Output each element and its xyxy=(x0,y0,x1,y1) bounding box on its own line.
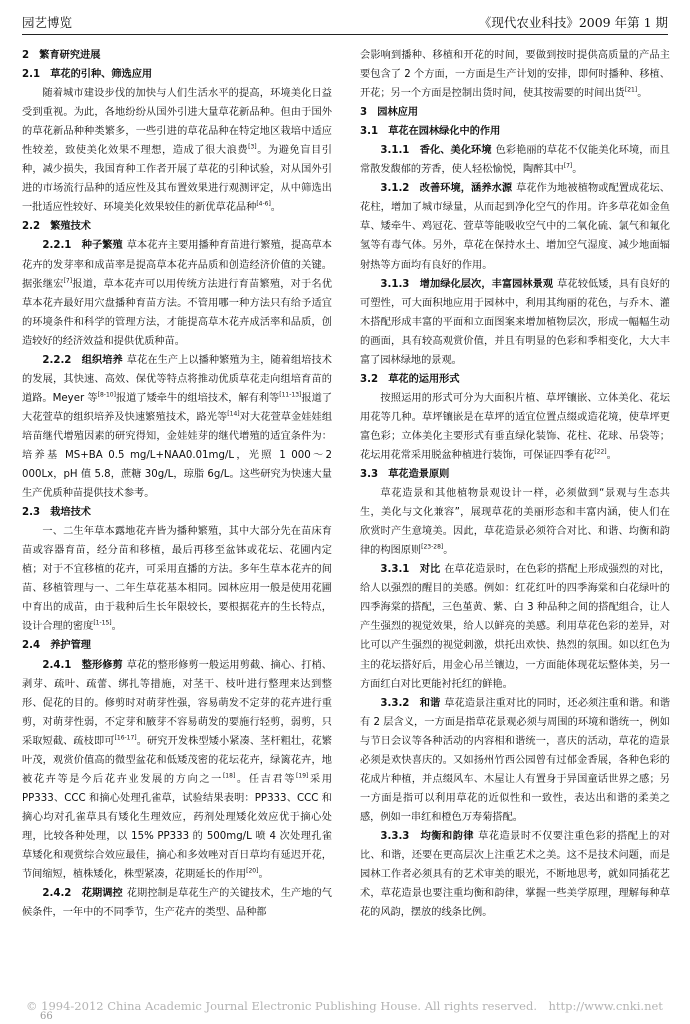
paragraph xyxy=(22,351,332,503)
paragraph-text: 草花在生产上以播种繁殖为主，随着组培技术的发展，其快速、高效、保优等特点将推动优质草花走向组培育苗的道路。Meyer 等 xyxy=(22,354,332,404)
paragraph xyxy=(360,694,670,827)
paragraph xyxy=(360,484,670,560)
citation-ref: [7] xyxy=(563,162,573,170)
citation-ref: [23-28] xyxy=(421,543,444,551)
paragraph xyxy=(22,656,332,885)
section-heading: 3.3 草花造景原则 xyxy=(360,469,450,481)
paragraph-text: 草花造景和其他植物景观设计一样，必须做到“景观与生态共生，美化与文化兼容”，展现草花的美丽形态和丰富内涵，使人们在欣赏时产生意境美。因此，草花造景必须符合对比、和谐、均衡和韵律的构图原则 xyxy=(360,488,670,557)
paragraph-text: 。 xyxy=(572,164,583,176)
citation-ref: [22] xyxy=(594,448,607,456)
paragraph-text: 花期控制是草花生产的关键技术，生产地的气候条件，一年中的不同季节，生产花卉的类型、品种都 xyxy=(22,888,332,919)
paragraph xyxy=(22,84,332,217)
paragraph-text: 报道了大花萱草的组织培养及快速繁殖技术，路光等 xyxy=(22,392,333,423)
citation-ref: [19] xyxy=(296,772,309,780)
paragraph-text: 草花作为地被植物或配置成花坛、花柱，增加了城市绿量，从而起到净化空气的作用。许多草花如金鱼草、矮牵牛、鸡冠花、萱草等能吸收空气中的二氧化硫、氯气和氟化氢等有毒气体。另外，草花在保持水土、增加空气湿度、减少地面辐射热等方面均有良好的作用。 xyxy=(360,183,670,271)
paragraph-text: 。 xyxy=(111,621,122,633)
page-number: 66 xyxy=(40,1011,53,1022)
paragraph xyxy=(360,389,670,465)
right-column xyxy=(360,46,670,922)
paragraph-text: 。研究开发株型矮小紧凑、茎杆粗壮，花繁叶茂，观赏价值高的微型盆花和低矮茂密的花坛花卉，绿篱花卉，地被花卉等是今后花卉业发展的方向之一 xyxy=(22,735,332,785)
subsection-heading: 2.2.1 种子繁殖 xyxy=(42,240,123,252)
subsection-heading: 3.3.3 均衡和韵律 xyxy=(380,830,475,842)
citation-ref: [4-6] xyxy=(256,200,271,208)
citation-ref: [14] xyxy=(227,410,240,418)
paragraph-text: 在草花造景时，在色彩的搭配上形成强烈的对比，给人以强烈的醒目的美感。例如：红花红叶的四季海棠和白花绿叶的四季海棠的搭配，三色堇黄、紫、白 3 种品种之间的搭配组合，让人产生强烈的视觉效果，给人以鲜亮的美感。利用草花色彩的差异，对比可以产生强烈的视觉刺激，烘托出欢快、热烈的氛围。如以红色为主的花坛搭好后，用金心吊兰镶边，一方面能体现花坛整体美，另一方面红白对比更能衬托红的鲜艳。 xyxy=(360,564,670,690)
section-heading: 2.4 养护管理 xyxy=(22,640,91,652)
citation-ref: [7] xyxy=(63,277,73,285)
paragraph xyxy=(360,141,670,179)
subsection-heading: 3.3.2 和谐 xyxy=(380,697,441,709)
page-header xyxy=(22,8,668,35)
section-heading: 3.2 草花的运用形式 xyxy=(360,373,460,385)
paragraph-text: 对大花萱草金娃娃组培苗继代增殖因素的研究得知，金娃娃芽的继代增殖的适宜条件为：培养基 MS+BA 0.5 mg/L+NAA0.01mg/L，光照 1 000～2 000Lx，pH 值 5.8，蔗糖 30g/L，琼脂 6g/L。这些研究为快速大量生产优质种苗提供技术参考。 xyxy=(22,411,333,500)
paragraph-text: 草花造景时不仅要注重色彩的搭配上的对比、和谐，还要在更高层次上注重艺术之美。这不是技术问题，而是园林工作者必须具有的艺术审美的眼光，不断地思考，就如同插花艺术，草花造景也要注重均衡和韵律，掌握一些美学原理，理解每种草花的风韵，摆放的线条比例。 xyxy=(360,830,671,919)
section-heading: 2.2 繁殖技术 xyxy=(22,221,91,233)
paragraph-text: 采用PP333、CCC 和摘心处理孔雀草，试验结果表明：PP333、CCC 和摘心均对孔雀草具有矮化生理效应，药剂处理矮化效应优于摘心处理，比较各种处理，以 15% PP333 的 500mg/L 喷 4 次处理孔雀草矮化和观赏综合效应最佳，摘心和多效唑对百日草均有延迟开花，节间缩短，植株矮化，株型紧凑，花期延长的作用 xyxy=(22,773,333,881)
paragraph xyxy=(22,884,332,922)
journal-issue: 《现代农业科技》2009 年第 1 期 xyxy=(478,15,668,30)
left-column xyxy=(22,46,332,922)
section-heading: 2.3 栽培技术 xyxy=(22,507,91,519)
paragraph-text: 草花较低矮，具有良好的可塑性，可大面积地应用于园林中，利用其绚丽的花色，与乔木、灌木搭配形成丰富的平面和立面图案来增加植物层次，形成一幅幅生动的画面，具有较高观赏价值，并且有明显的色彩和季相变化，大大丰富了园林绿地的景观。 xyxy=(360,278,670,366)
citation-ref: [8-10] xyxy=(97,391,116,399)
paragraph-text: 。 xyxy=(270,202,281,214)
citation-ref: [20] xyxy=(246,867,259,875)
subsection-heading: 3.1.1 香化、美化环境 xyxy=(380,145,492,157)
paragraph-text: 报道，草本花卉可以用传统方法进行育苗繁殖，对于名优草本花卉最好用穴盘播种育苗方法。不管用哪一种方法只有给予适宜的环境条件和科学的管理方法，才能提高草木花卉成活率和品质，创造较好的经济效益和提供优质种苗。 xyxy=(22,278,333,347)
paragraph-text: 会影响到播种、移植和开花的时间，要做到按时提供高质量的产品主要包含了 2 个方面，一方面是生产计划的安排，即何时播种、移植、开花；另一个方面是控制出货时间，使其按需要的时间出货 xyxy=(360,50,670,100)
subsection-heading: 3.3.1 对比 xyxy=(380,564,441,576)
subsection-heading: 2.4.1 整形修剪 xyxy=(42,659,123,671)
citation-ref: [18] xyxy=(222,772,236,780)
citation-ref: [11-13] xyxy=(279,391,302,399)
section-heading: 3 园林应用 xyxy=(360,107,419,119)
section-heading: 3.1 草花在园林绿化中的作用 xyxy=(360,126,501,138)
paragraph-text: 报道了矮牵牛的组培技术，解有利等 xyxy=(115,392,280,404)
paragraph xyxy=(360,275,670,370)
paragraph xyxy=(360,827,670,922)
paragraph xyxy=(22,236,332,350)
citation-ref: [21] xyxy=(624,86,638,94)
citation-ref: [1-15] xyxy=(93,620,112,628)
paragraph-text: 一、二生年草本露地花卉皆为播种繁殖，其中大部分先在苗床育苗或容器育苗，经分苗和移植，最后再移至盆钵或花坛、花圃内定植；对于不宜移植的花卉，可采用直播的方法。多年生草本花卉的间苗、移植管理与一、二年生草花基本相同。园林应用一般是使用花圃中育出的成苗，由于栽种后生长年限较长，要根据花卉的生长特点，设计合理的密度 xyxy=(22,526,332,633)
paragraph-text: 。任吉君等 xyxy=(235,773,297,785)
paragraph-text: 随着城市建设步伐的加快与人们生活水平的提高，环境美化日益受到重视。为此，各地纷纷从国外引进大量草花新品种。但由于国外的草花新品种种类繁多，一些引进的草花品种在特定地区栽培中适应性较差，致使美化效果不理想，造成了很大浪费 xyxy=(22,88,332,157)
paragraph-text: 草花的整形修剪一般运用剪截、摘心、打梢、剥芽、疏叶、疏蕾、绑扎等措施，对茎干、枝叶进行整理来达到整形、促花的目的。修剪时对萌芽性强，容易萌发不定芽的花卉进行重剪，对萌芽性弱，不定芽和腋芽不容易萌发的要施行轻剪，弱剪，只采取短截、疏枝即可 xyxy=(22,659,332,747)
paragraph-text: 按照运用的形式可分为大面积片植、草坪镶嵌、立体美化、花坛用花等几种。草坪镶嵌是在草坪的适宜位置点缀或造花境，使草坪更富色彩；立体美化主要形式有垂直绿化装饰、花柱、花球、吊袋等；花坛用花常采用脱盆种植进行装饰，可保证四季有花 xyxy=(360,392,670,461)
paragraph xyxy=(360,46,670,103)
copyright-footer: © 1994-2012 China Academic Journal Electronic Publishing House. All rights reserved. http://www.cnki.net xyxy=(26,999,663,1013)
paragraph-text: 。 xyxy=(637,88,648,100)
paragraph-text: 草本花卉主要用播种育苗进行繁殖，提高草本花卉的发芽率和成苗率是提高草本花卉品质和创造经济价值的关键。据张继宏 xyxy=(22,240,332,290)
paragraph-text: 草花造景注重对比的同时，还必须注重和谐。和谐有 2 层含义，一方面是指草花景观必须与周围的环境和谐统一，例如与节日会议等各种活动的内容相和谐统一，喜庆的活动，草花的造景必须是欢快喜庆的。又如扬州竹西公园曾有过郁金香展，各种色彩的花成片种植，并点缀风车、木屋让人有置身于异国童话世界之感；另一方面是指可以利用草花的近似性和一致性，表达出和谐的柔美之感，例如一串红和橙色万寿菊搭配。 xyxy=(360,697,670,823)
citation-ref: [16-17] xyxy=(114,734,137,742)
paragraph-text: 。 xyxy=(606,449,617,461)
subsection-heading: 3.1.3 增加绿化层次，丰富园林景观 xyxy=(380,278,554,290)
paragraph-text: 色彩艳丽的草花不仅能美化环境，而且常散发馥郁的芳香，使人轻松愉悦，陶醉其中 xyxy=(360,145,670,176)
paragraph xyxy=(360,179,670,274)
section-heading: 2 繁育研究进展 xyxy=(22,50,101,61)
paragraph xyxy=(22,522,332,636)
paragraph-text: 。 xyxy=(443,545,454,557)
paragraph-text: 。 xyxy=(258,869,269,881)
section-label: 园艺博览 xyxy=(22,15,73,30)
paragraph-text: 。为避免盲目引种，减少损失，我国育种工作者开展了草花的引种试验，对从国外引进的市场流行品种的适应性及其布置效果进行观测评定，从中筛选出一批适应性较好、环境美化效果较佳的新优草花品种 xyxy=(22,145,332,214)
paragraph xyxy=(360,560,670,693)
subsection-heading: 3.1.2 改善环境，涵养水源 xyxy=(380,183,513,195)
subsection-heading: 2.4.2 花期调控 xyxy=(42,888,123,900)
section-heading: 2.1 草花的引种、筛选应用 xyxy=(22,69,153,81)
subsection-heading: 2.2.2 组织培养 xyxy=(42,354,123,366)
citation-ref: [3] xyxy=(248,143,257,151)
